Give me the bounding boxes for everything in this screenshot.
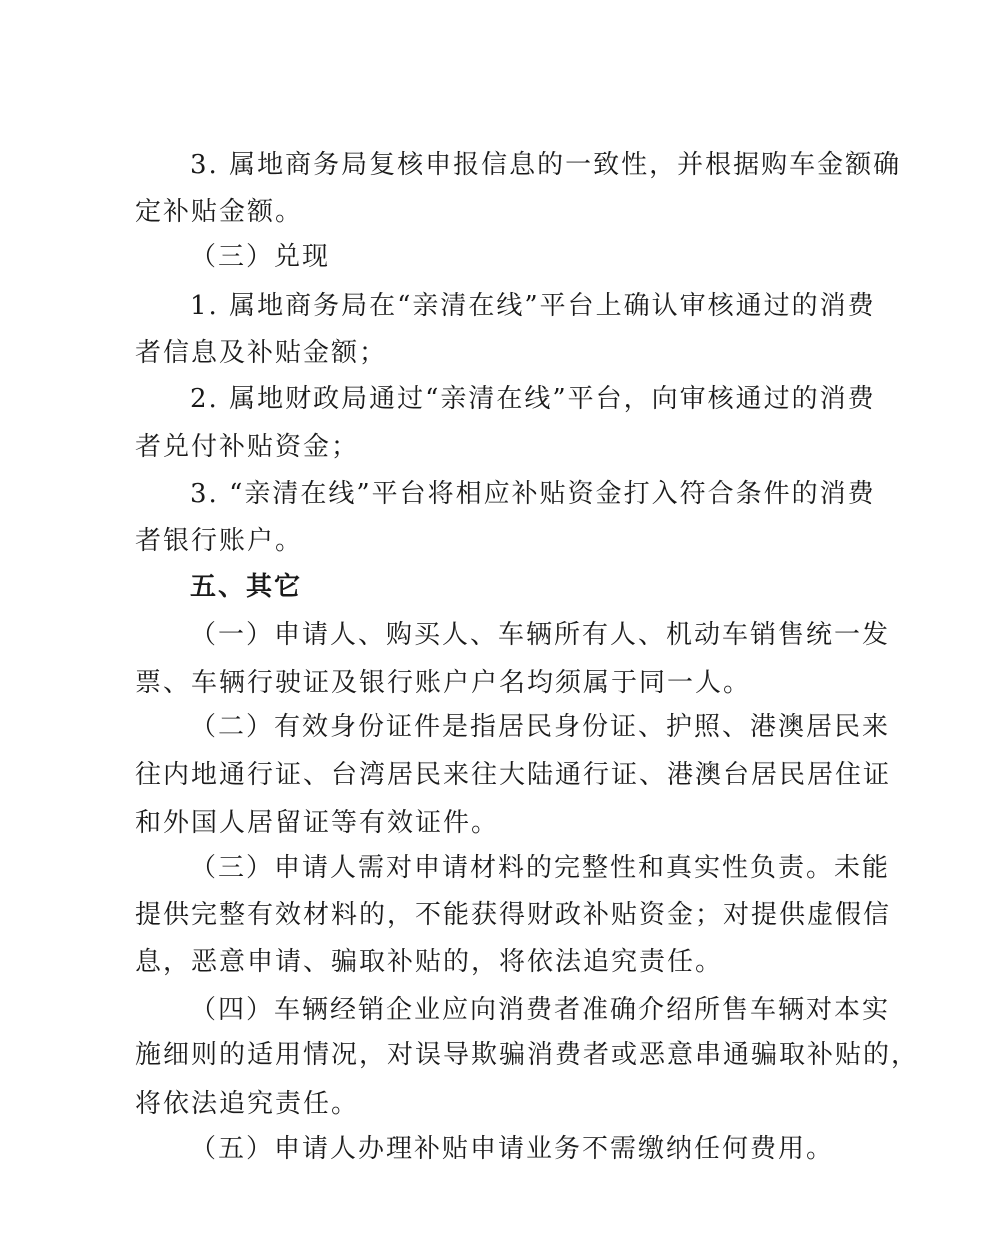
text-line: （一）申请人、购买人、车辆所有人、机动车销售统一发 [190, 620, 891, 650]
text-line: 3. 属地商务局复核申报信息的一致性，并根据购车金额确 [190, 150, 902, 180]
text-line: 施细则的适用情况，对误导欺骗消费者或恶意串通骗取补贴的， [135, 1040, 920, 1070]
text-line: 者银行账户。 [135, 526, 304, 556]
text-line: 提供完整有效材料的，不能获得财政补贴资金；对提供虚假信 [135, 900, 892, 930]
text-line: 息，恶意申请、骗取补贴的，将依法追究责任。 [135, 947, 724, 977]
text-line: 票、车辆行驶证及银行账户户名均须属于同一人。 [135, 668, 752, 698]
text-line: 往内地通行证、台湾居民来往大陆通行证、港澳台居民居住证 [135, 760, 892, 790]
text-line: （三）申请人需对申请材料的完整性和真实性负责。未能 [190, 853, 891, 883]
text-line: 者兑付补贴资金； [135, 432, 360, 462]
text-line: （二）有效身份证件是指居民身份证、护照、港澳居民来 [190, 712, 891, 742]
chapter-heading: 五、其它 [190, 572, 303, 602]
section-heading: （三）兑现 [190, 242, 331, 272]
text-line: 2. 属地财政局通过“亲清在线”平台，向审核通过的消费 [190, 384, 876, 414]
text-line: 3. “亲清在线”平台将相应补贴资金打入符合条件的消费 [190, 479, 876, 509]
text-line: 者信息及补贴金额； [135, 338, 388, 368]
text-line: 1. 属地商务局在“亲清在线”平台上确认审核通过的消费 [190, 291, 876, 321]
text-line: （五）申请人办理补贴申请业务不需缴纳任何费用。 [190, 1134, 835, 1164]
text-line: 定补贴金额。 [135, 197, 304, 227]
text-line: （四）车辆经销企业应向消费者准确介绍所售车辆对本实 [190, 995, 891, 1025]
text-line: 和外国人居留证等有效证件。 [135, 808, 500, 838]
text-line: 将依法追究责任。 [135, 1089, 360, 1119]
